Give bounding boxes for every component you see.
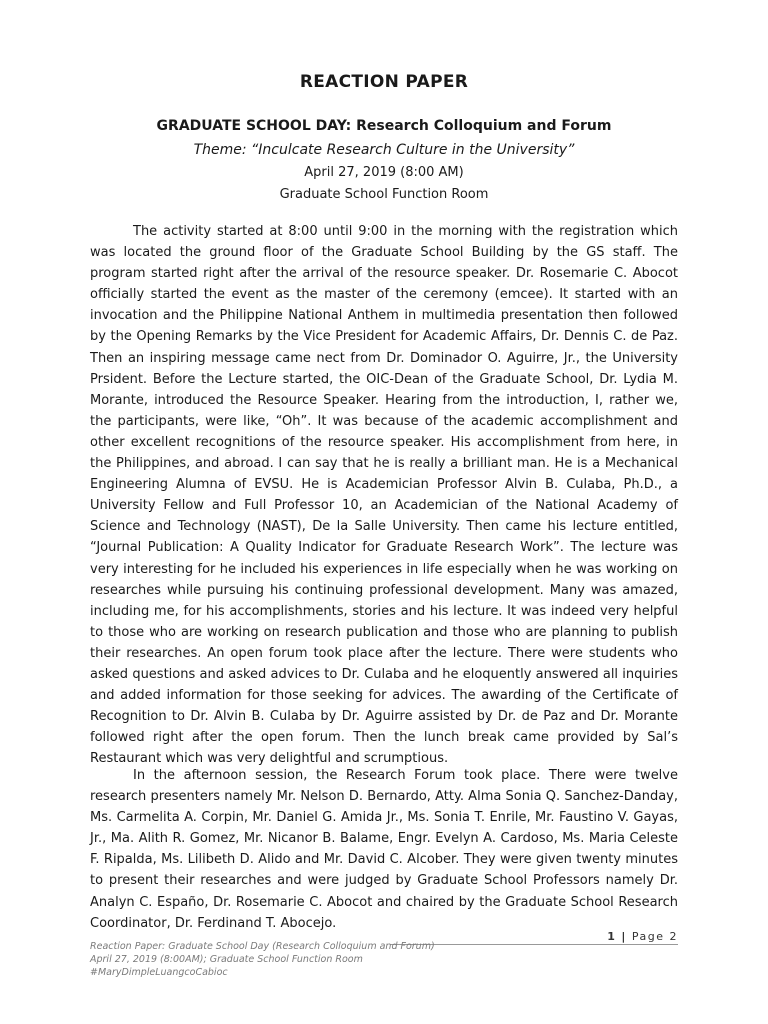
event-subtitle: GRADUATE SCHOOL DAY: Research Colloquium and Forum bbox=[156, 118, 612, 134]
footer-line: April 27, 2019 (8:00AM); Graduate School Function Room bbox=[90, 954, 363, 965]
body-paragraph: In the afternoon session, the Research Forum took place. There were twelve research presenters namely Mr. Nelson D. Bernardo, Atty. Alma Sonia Q. Sanchez-Danday, Ms. Carmelita A. Corpin, Mr. Daniel G. Amida Jr., Ms. Sonia T. Enrile, Mr. Faustino V. Gayas, Jr., Ma. Alith R. Gomez, Mr. Nicanor B. Balame, Engr. Evelyn A. Cardoso, Ms. Maria Celeste F. Ripalda, Ms. Lilibeth D. Alido and Mr. David C. Alcober. They were given twenty minutes to present their researches and were judged by Graduate School Professors namely Dr. Analyn C. Españo, Dr. Rosemarie C. Abocot and chaired by the Graduate School Research Coordinator, Dr. Ferdinand T. Abocejo. bbox=[90, 768, 678, 931]
event-venue: Graduate School Function Room bbox=[279, 187, 489, 202]
page-number-value: 1 bbox=[607, 930, 617, 943]
footer-hashtag: #MaryDimpleLuangcoCabioc bbox=[90, 967, 228, 978]
body-paragraph: The activity started at 8:00 until 9:00 in the morning with the registration which was located the ground floor of the Graduate School Building by the GS staff. The program started right after the arrival of the resource speaker. Dr. Rosemarie C. Abocot officially started the event as the master of the ceremony (emcee). It started with an invocation and the Philippine National Anthem in multimedia presentation then followed by the Opening Remarks by the Vice President for Academic Affairs, Dr. Dennis C. de Paz. Then an inspiring message came nect from Dr. Dominador O. Aguirre, Jr., the University Prsident. Before the Lecture started, the OIC-Dean of the Graduate School, Dr. Lydia M. Morante, introduced the Resource Speaker. Hearing from the introduction, I, rather we, the participants, were like, “Oh”. It was because of the academic accomplishment and other excellent recognitions of the resource speaker. His accomplishment from here, in the Philippines, and abroad. I can say that he is really a brilliant man. He is a Mechanical Engineering Alumna of EVSU. He is Academician Professor Alvin B. Culaba, Ph.D., a University Fellow and Full Professor 10, an Academician of the National Academy of Science and Technology (NAST), De la Salle University. Then came his lecture entitled, “Journal Publication: A Quality Indicator for Graduate Research Work”. The lecture was very interesting for he included his experiences in life especially when he was working on researches while pursuing his continuing professional development. Many was amazed, including me, for his accomplishments, stories and his lecture. It was indeed very helpful to those who are working on research publication and those who are planning to publish their researches. An open forum took place after the lecture. There were students who asked questions and asked advices to Dr. Culaba and he eloquently answered all inquiries and added information for those seeking for advices. The awarding of the Certificate of Recognition to Dr. Alvin B. Culaba by Dr. Aguirre assisted by Dr. de Paz and Dr. Morante followed right after the open forum. Then the lunch break came provided by Sal’s Restaurant which was very delightful and scrumptious. bbox=[90, 224, 678, 767]
page-number bbox=[607, 930, 678, 943]
page-number-separator: | bbox=[621, 930, 627, 943]
event-theme: Theme: “Inculcate Research Culture in the University” bbox=[193, 142, 575, 158]
footer-line: Reaction Paper: Graduate School Day (Research Colloquium and Forum) bbox=[90, 941, 435, 952]
event-date: April 27, 2019 (8:00 AM) bbox=[304, 165, 464, 180]
page-footer bbox=[90, 940, 510, 979]
page-label: Page 2 bbox=[631, 930, 678, 943]
page-title: REACTION PAPER bbox=[299, 72, 469, 92]
